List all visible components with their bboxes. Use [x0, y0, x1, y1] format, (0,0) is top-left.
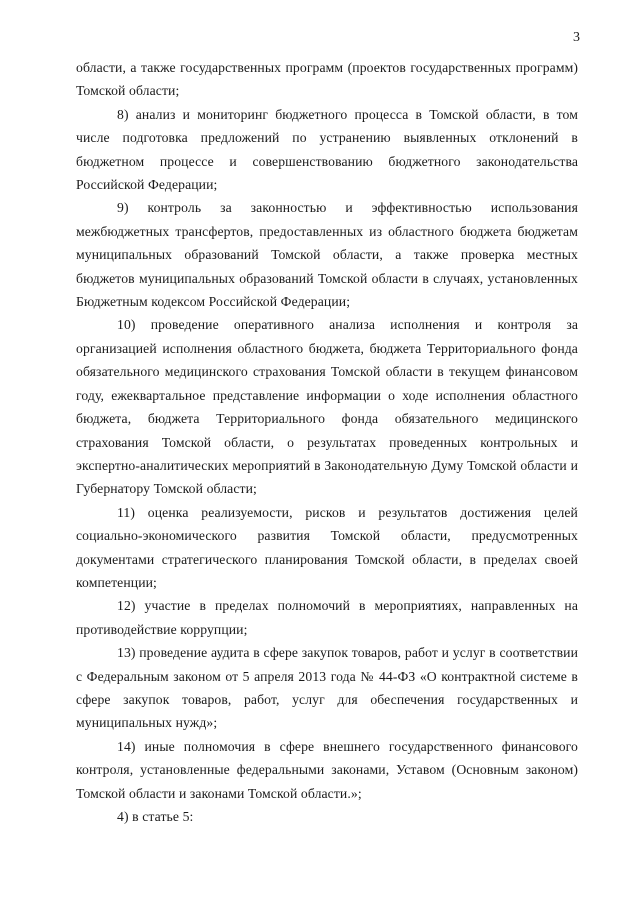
paragraph-item-8: 8) анализ и мониторинг бюджетного процесса в Томской области, в том числе подготовка предложений по устранению выявленных отклонений в бюджетном процессе и совершенствованию бюджетного законодательства Российской Федерации;	[76, 106, 578, 193]
paragraph-item-14: 14) иные полномочия в сфере внешнего государственного финансового контроля, установленные федеральными законами, Уставом (Основным законом) Томской области и законами Томской области.»;	[76, 738, 578, 801]
paragraph-article-5: 4) в статье 5:	[117, 809, 194, 824]
paragraph-item-10: 10) проведение оперативного анализа исполнения и контроля за организацией исполнения областного бюджета, бюджета Территориального фонда обязательного медицинского страхования Томской области в текущем финансовом году, ежеквартальное представление информации о ходе исполнения областного бюджета, бюджета Территориального фонда обязательного медицинского страхования Томской области, о результатах проведенных контрольных и экспертно-аналитических мероприятий в Законодательную Думу Томской области и Губернатору Томской области;	[76, 317, 578, 497]
document-body	[76, 56, 578, 828]
page-number: 3	[573, 30, 580, 45]
paragraph-item-13: 13) проведение аудита в сфере закупок товаров, работ и услуг в соответствии с Федеральным законом от 5 апреля 2013 года № 44-ФЗ «О контрактной системе в сфере закупок товаров, работ, услуг для обеспечения государственных и муниципальных нужд»;	[76, 645, 578, 731]
paragraph-continuation: области, а также государственных программ (проектов государственных программ) Томской области;	[76, 60, 578, 99]
paragraph-item-12: 12) участие в пределах полномочий в мероприятиях, направленных на противодействие коррупции;	[76, 598, 578, 637]
paragraph-item-11: 11) оценка реализуемости, рисков и результатов достижения целей социально-экономического развития Томской области, предусмотренных документами стратегического планирования Томской области, в пределах своей компетенции;	[76, 504, 578, 590]
paragraph-item-9: 9) контроль за законностью и эффективностью использования межбюджетных трансфертов, предоставленных из областного бюджета бюджетам муниципальных образований Томской области, а также проверка местных бюджетов муниципальных образований Томской области в случаях, установленных Бюджетным кодексом Российской Федерации;	[76, 200, 578, 310]
